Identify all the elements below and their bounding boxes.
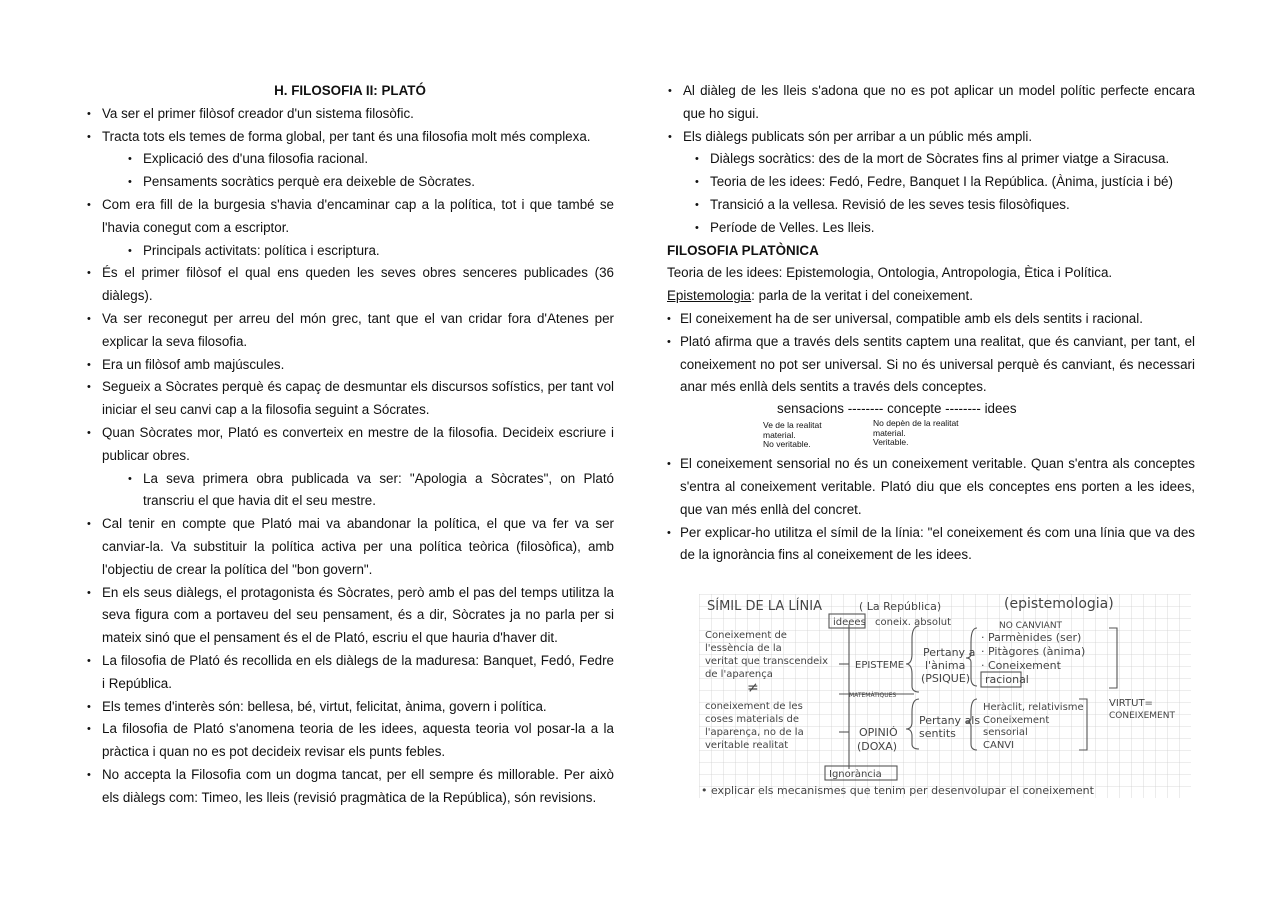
svg-text:OPINIÓ: OPINIÓ (859, 726, 898, 739)
list-item: • Els temes d'interès són: bellesa, bé, virtut, felicitat, ànima, govern i política. (86, 696, 614, 719)
list-item: • Els diàlegs publicats són per arribar a un públic més ampli. (667, 126, 1195, 149)
svg-text:(PSIQUE): (PSIQUE) (921, 672, 971, 685)
list-item: • El coneixement ha de ser universal, compatible amb els dels sentits i racional. (667, 308, 1195, 331)
svg-text:Coneixement de: Coneixement de (705, 630, 787, 641)
right-list-bottom (667, 453, 1195, 567)
diagram-corner-note: (epistemologia) (1004, 596, 1114, 612)
diagram-title-note: ( La República) (859, 600, 942, 613)
svg-text:Pertany a: Pertany a (923, 646, 976, 659)
list-subitem: • Diàlegs socràtics: des de la mort de Sòcrates fins al primer viatge a Siracusa. (667, 148, 1195, 171)
diagram-title: SÍMIL DE LA LÍNIA (707, 599, 822, 614)
list-subitem: • Període de Velles. Les lleis. (667, 217, 1195, 240)
svg-text:racional: racional (985, 673, 1029, 686)
svg-text:veritat que transcendeix: veritat que transcendeix (705, 656, 829, 667)
list-item: • En els seus diàlegs, el protagonista és Sòcrates, però amb el pas del temps utilitza la seva figura com a portaveu del seu pensament, és a dir, Sòcrates ja no parla per si mateix sinó que el pensament és el de Plató, escriu el que hauria d'haver dit. (86, 582, 614, 650)
list-item: • Segueix a Sòcrates perquè és capaç de desmuntar els discursos sofístics, per tant vol iniciar el seu canvi cap a la filosofia seguint a Sócrates. (86, 376, 614, 422)
list-item: • No accepta la Filosofia com un dogma tancat, per ell sempre és millorable. Per això els diàlegs com: Timeo, les lleis (revisió pragmàtica de la República), són revisions. (86, 764, 614, 810)
list-item: • La filosofia de Plató s'anomena teoria de les idees, aquesta teoria vol posar-la a la pràctica i quan no es pot decideix revisar els punts febles. (86, 718, 614, 764)
svg-text:Heràclit, relativisme: Heràclit, relativisme (983, 702, 1084, 713)
matematiques-label: MATEMÀTIQUES (849, 692, 897, 699)
right-list-mid (667, 308, 1195, 399)
svg-text:coses materials de: coses materials de (705, 714, 799, 725)
ignorancia-label: Ignorància (829, 769, 882, 780)
svg-text:coneixement de les: coneixement de les (705, 701, 803, 712)
list-item: • Plató afirma que a través dels sentits captem una realitat, que és canviant, per tant, el coneixement no pot ser universal. Si no és universal perquè és canviant, és necessari anar més enllà dels sentits a través dels conceptes. (667, 331, 1195, 399)
svg-text:l'ànima: l'ànima (925, 659, 966, 672)
svg-text:CONEIXEMENT: CONEIXEMENT (1109, 711, 1175, 721)
list-subitem: • Principals activitats: política i escriptura. (86, 240, 614, 263)
simil-linia-diagram (699, 594, 1191, 798)
list-subitem: • Pensaments socràtics perquè era deixeble de Sòcrates. (86, 171, 614, 194)
svg-text:sensorial: sensorial (983, 727, 1028, 738)
list-subitem: • La seva primera obra publicada va ser: "Apologia a Sòcrates", on Plató transcriu el que havia dit el seu mestre. (86, 468, 614, 514)
svg-text:veritable realitat: veritable realitat (705, 740, 789, 751)
list-subitem: • Transició a la vellesa. Revisió de les seves tesis filosòfiques. (667, 194, 1195, 217)
svg-text:(DOXA): (DOXA) (857, 740, 898, 753)
list-item: • Tracta tots els temes de forma global, per tant és una filosofia molt més complexa. (86, 126, 614, 149)
list-subitem: • Teoria de les idees: Fedó, Fedre, Banquet I la República. (Ànima, justícia i bé) (667, 171, 1195, 194)
notes-block (667, 419, 1195, 453)
no-canviant-label: NO CANVIANT (999, 621, 1063, 631)
epistemologia-text: : parla de la veritat i del coneixement. (751, 288, 973, 304)
list-item: • Quan Sòcrates mor, Plató es converteix en mestre de la filosofia. Decideix escriure i publicar obres. (86, 422, 614, 468)
list-item: • Al diàleg de les lleis s'adona que no es pot aplicar un model polític perfecte encara que ho sigui. (667, 80, 1195, 126)
epistemologia-line (667, 285, 1195, 308)
svg-text:de l'aparença: de l'aparença (705, 669, 773, 680)
not-equal-sign: ≠ (747, 680, 759, 696)
list-item: • Com era fill de la burgesia s'havia d'encaminar cap a la política, tot i que també se l'havia conegut com a escriptor. (86, 194, 614, 240)
svg-text:sentits: sentits (919, 727, 956, 740)
coneix-absolut-label: coneix. absolut (875, 617, 952, 628)
list-item: • Cal tenir en compte que Plató mai va abandonar la política, el que va fer va ser canviar-la. Va substituir la política activa per una política teòrica (filosòfica), amb l'objectiu de crear la política del "bon govern". (86, 513, 614, 581)
svg-text:l'essència de la: l'essència de la (705, 643, 782, 654)
note-sensacions: Ve de la realitat material. No veritable. (763, 420, 822, 450)
right-column (667, 80, 1195, 567)
episteme-label: EPISTEME (855, 660, 905, 671)
svg-text:VIRTUT=: VIRTUT= (1109, 698, 1153, 709)
svg-text:l'aparença, no de la: l'aparença, no de la (705, 727, 804, 738)
note-concepte: No depèn de la realitat material. Veritable. (873, 418, 959, 448)
diagram-bottom-line: • explicar els mecanismes que tenim per desenvolupar el coneixement (701, 784, 1094, 797)
svg-text:Coneixement: Coneixement (983, 715, 1050, 726)
left-list (86, 103, 614, 810)
list-item: • És el primer filòsof el qual ens queden les seves obres senceres publicades (36 diàlegs). (86, 262, 614, 308)
right-list-top (667, 80, 1195, 240)
list-item: • El coneixement sensorial no és un coneixement veritable. Quan s'entra als conceptes s'entra al coneixement veritable. Plató diu que els conceptes ens porten a les idees, que van més enllà del concret. (667, 453, 1195, 521)
list-item: • Era un filòsof amb majúscules. (86, 354, 614, 377)
page-title: H. FILOSOFIA II: PLATÓ (274, 83, 426, 98)
sensacions-line: sensacions -------- concepte -------- idees (777, 401, 1017, 417)
ideees-label: ideees (833, 617, 866, 628)
svg-text:· Pitàgores (ànima): · Pitàgores (ànima) (981, 645, 1086, 658)
left-column (86, 80, 614, 810)
svg-text:· Coneixement: · Coneixement (981, 659, 1061, 672)
list-item: • Va ser el primer filòsof creador d'un sistema filosòfic. (86, 103, 614, 126)
section-heading: FILOSOFIA PLATÒNICA (667, 242, 819, 258)
epistemologia-label: Epistemologia (667, 288, 752, 304)
list-item: • Va ser reconegut per arreu del món grec, tant que el van cridar fora d'Atenes per explicar la seva filosofia. (86, 308, 614, 354)
teoria-line: Teoria de les idees: Epistemologia, Ontologia, Antropologia, Ètica i Política. (667, 265, 1113, 281)
svg-text:CANVI: CANVI (983, 740, 1015, 751)
list-subitem: • Explicació des d'una filosofia racional. (86, 148, 614, 171)
list-item: • Per explicar-ho utilitza el símil de la línia: "el coneixement és com una línia que va des de la ignorància fins al coneixement de les idees. (667, 522, 1195, 568)
list-item: • La filosofia de Plató és recollida en els diàlegs de la maduresa: Banquet, Fedó, Fedre i República. (86, 650, 614, 696)
svg-text:· Parmènides (ser): · Parmènides (ser) (981, 631, 1082, 644)
svg-text:Pertany als: Pertany als (919, 714, 981, 727)
